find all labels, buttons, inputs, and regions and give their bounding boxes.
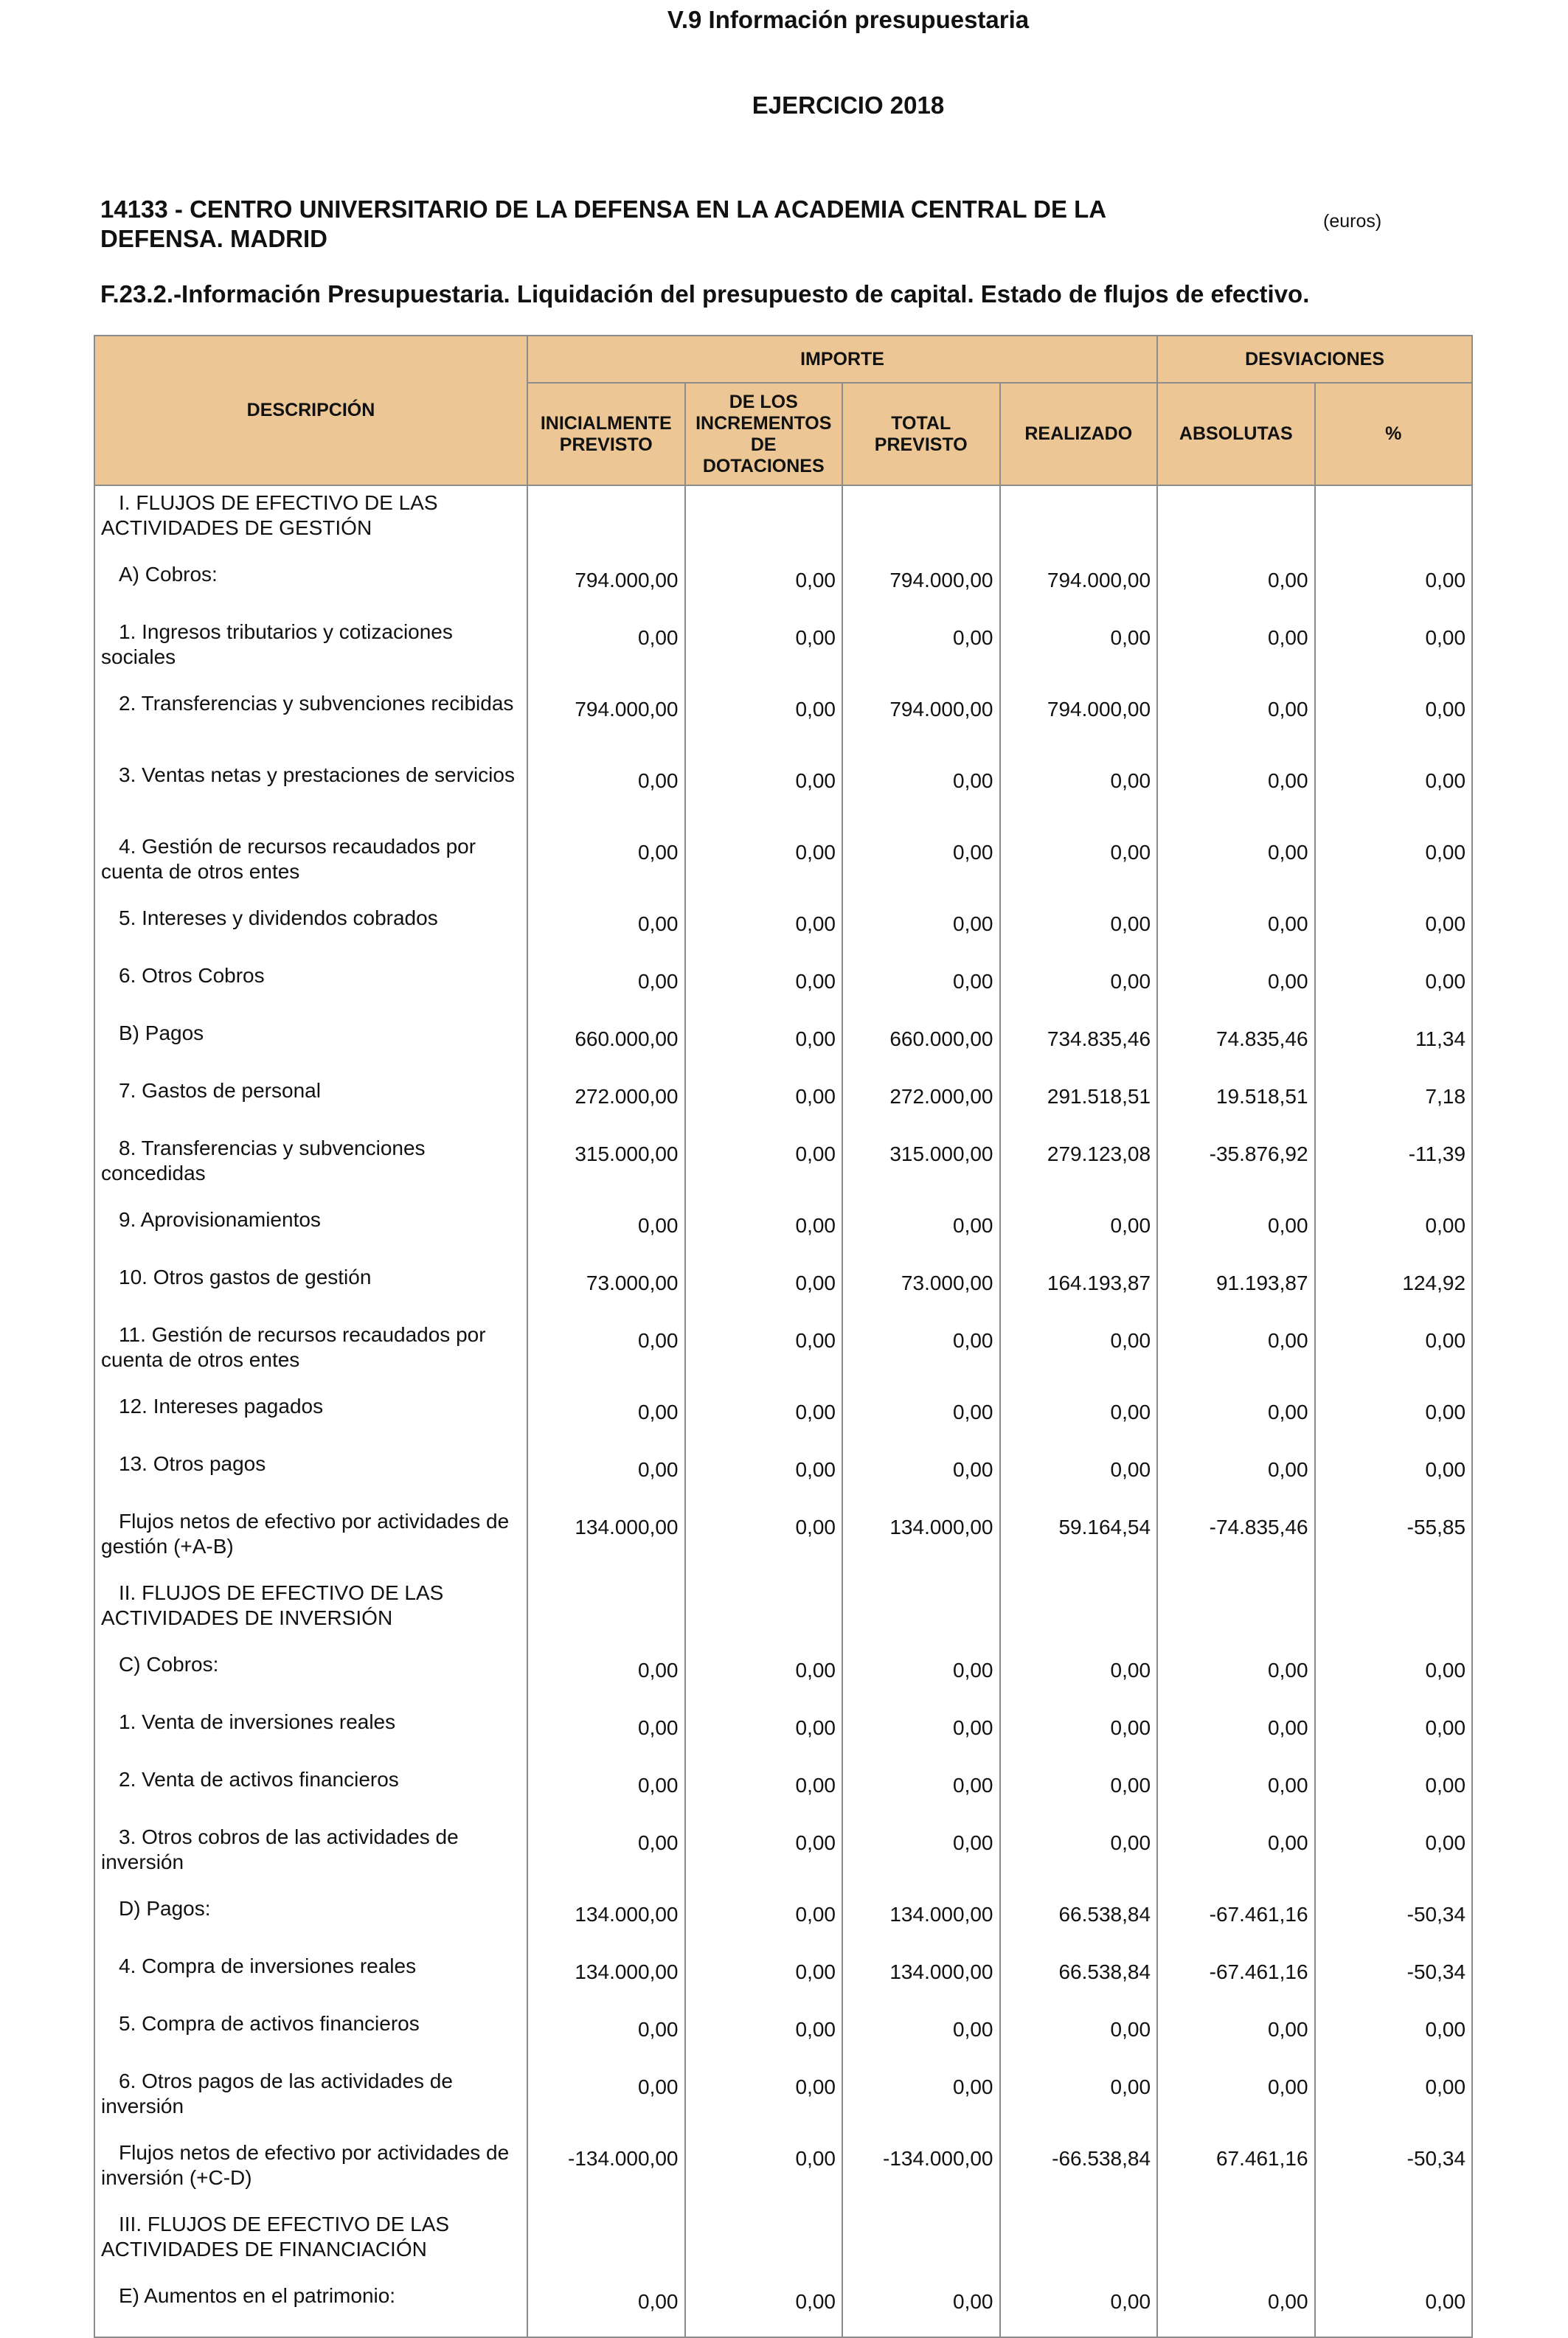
row-value bbox=[842, 2207, 1000, 2279]
row-value: 0,00 bbox=[527, 830, 685, 901]
row-value: 0,00 bbox=[1157, 901, 1315, 959]
row-value: 59.164,54 bbox=[1000, 1505, 1158, 1576]
row-value: 0,00 bbox=[1000, 2279, 1158, 2337]
row-value: 0,00 bbox=[685, 758, 843, 830]
row-label: 3. Otros cobros de las actividades de inversión bbox=[94, 1820, 527, 1892]
table-row bbox=[94, 2279, 1472, 2337]
row-value: 0,00 bbox=[1315, 1648, 1473, 1705]
row-value: 0,00 bbox=[685, 1016, 843, 1074]
row-label: 9. Aprovisionamientos bbox=[94, 1203, 527, 1260]
row-value: 0,00 bbox=[685, 615, 843, 687]
table-row bbox=[94, 1576, 1472, 1648]
row-value: 0,00 bbox=[1315, 2279, 1473, 2337]
fiscal-year: EJERCICIO 2018 bbox=[752, 91, 945, 119]
row-value: -67.461,16 bbox=[1157, 1949, 1315, 2007]
row-label: 5. Intereses y dividendos cobrados bbox=[94, 901, 527, 959]
row-value: 0,00 bbox=[527, 1820, 685, 1892]
row-value: 0,00 bbox=[1315, 687, 1473, 758]
row-value: 91.193,87 bbox=[1157, 1260, 1315, 1318]
row-value: 0,00 bbox=[685, 2136, 843, 2207]
row-value bbox=[527, 2207, 685, 2279]
header-inicialmente-previsto: INICIALMENTE PREVISTO bbox=[527, 383, 685, 485]
row-value: 74.835,46 bbox=[1157, 1016, 1315, 1074]
row-value: 0,00 bbox=[1315, 959, 1473, 1016]
row-value: 0,00 bbox=[842, 901, 1000, 959]
row-label: 8. Transferencias y subvenciones concedidas bbox=[94, 1131, 527, 1203]
row-value bbox=[842, 1576, 1000, 1648]
row-value: 7,18 bbox=[1315, 1074, 1473, 1131]
header-importe: IMPORTE bbox=[527, 336, 1157, 383]
row-value bbox=[1157, 485, 1315, 558]
row-label: 4. Gestión de recursos recaudados por cuenta de otros entes bbox=[94, 830, 527, 901]
row-value: 19.518,51 bbox=[1157, 1074, 1315, 1131]
row-value: 0,00 bbox=[1157, 959, 1315, 1016]
row-label: 7. Gastos de personal bbox=[94, 1074, 527, 1131]
row-value: 0,00 bbox=[1000, 1763, 1158, 1820]
row-value: 0,00 bbox=[1000, 1648, 1158, 1705]
row-value: 0,00 bbox=[1315, 615, 1473, 687]
table-row bbox=[94, 2064, 1472, 2136]
row-value bbox=[1000, 2207, 1158, 2279]
row-value: 0,00 bbox=[1157, 2007, 1315, 2064]
row-value: 0,00 bbox=[685, 901, 843, 959]
row-label: 2. Venta de activos financieros bbox=[94, 1763, 527, 1820]
row-value: 0,00 bbox=[842, 1763, 1000, 1820]
header-realizado: REALIZADO bbox=[1000, 383, 1158, 485]
row-value: 0,00 bbox=[842, 2279, 1000, 2337]
row-value: 134.000,00 bbox=[842, 1892, 1000, 1949]
row-value: 0,00 bbox=[685, 1892, 843, 1949]
row-label: Flujos netos de efectivo por actividades de gestión (+A-B) bbox=[94, 1505, 527, 1576]
table-row bbox=[94, 2207, 1472, 2279]
row-value: 124,92 bbox=[1315, 1260, 1473, 1318]
header-absolutas: ABSOLUTAS bbox=[1157, 383, 1315, 485]
row-value: -67.461,16 bbox=[1157, 1892, 1315, 1949]
header-porcentaje: % bbox=[1315, 383, 1473, 485]
header-desviaciones: DESVIACIONES bbox=[1157, 336, 1472, 383]
table-row bbox=[94, 830, 1472, 901]
row-value: 0,00 bbox=[1315, 2007, 1473, 2064]
row-value: 0,00 bbox=[685, 558, 843, 615]
row-value: 794.000,00 bbox=[842, 558, 1000, 615]
row-value: 0,00 bbox=[1000, 901, 1158, 959]
row-value: 0,00 bbox=[685, 1260, 843, 1318]
row-value: 0,00 bbox=[527, 758, 685, 830]
row-value: 660.000,00 bbox=[527, 1016, 685, 1074]
row-label: E) Aumentos en el patrimonio: bbox=[94, 2279, 527, 2337]
row-label: 10. Otros gastos de gestión bbox=[94, 1260, 527, 1318]
row-value: 0,00 bbox=[1157, 2279, 1315, 2337]
row-value: 0,00 bbox=[1157, 687, 1315, 758]
row-value: 0,00 bbox=[527, 1390, 685, 1447]
row-label: III. FLUJOS DE EFECTIVO DE LAS ACTIVIDADES DE FINANCIACIÓN bbox=[94, 2207, 527, 2279]
row-value: 0,00 bbox=[842, 758, 1000, 830]
row-value: 0,00 bbox=[1000, 615, 1158, 687]
row-value: 0,00 bbox=[842, 1203, 1000, 1260]
table-row bbox=[94, 1260, 1472, 1318]
row-value: 272.000,00 bbox=[842, 1074, 1000, 1131]
row-value: 0,00 bbox=[685, 1390, 843, 1447]
row-value bbox=[1157, 2207, 1315, 2279]
row-value: 0,00 bbox=[685, 1318, 843, 1390]
table-row bbox=[94, 1203, 1472, 1260]
row-label: A) Cobros: bbox=[94, 558, 527, 615]
row-label: 1. Ingresos tributarios y cotizaciones sociales bbox=[94, 615, 527, 687]
row-value bbox=[1315, 2207, 1473, 2279]
row-value: -11,39 bbox=[1315, 1131, 1473, 1203]
row-value: 0,00 bbox=[685, 1648, 843, 1705]
row-value: 0,00 bbox=[1315, 1447, 1473, 1505]
table-row bbox=[94, 1505, 1472, 1576]
row-value: -50,34 bbox=[1315, 1949, 1473, 2007]
row-value: 134.000,00 bbox=[527, 1949, 685, 2007]
row-value: 73.000,00 bbox=[842, 1260, 1000, 1318]
table-row bbox=[94, 1318, 1472, 1390]
row-value: 315.000,00 bbox=[842, 1131, 1000, 1203]
table-row bbox=[94, 1447, 1472, 1505]
row-label: 13. Otros pagos bbox=[94, 1447, 527, 1505]
table-row bbox=[94, 959, 1472, 1016]
row-value: 0,00 bbox=[685, 1763, 843, 1820]
row-value: 0,00 bbox=[1315, 558, 1473, 615]
row-value bbox=[1315, 1576, 1473, 1648]
row-value: 0,00 bbox=[842, 830, 1000, 901]
table-row bbox=[94, 687, 1472, 758]
row-value: 0,00 bbox=[1157, 830, 1315, 901]
currency-units: (euros) bbox=[1323, 211, 1382, 232]
table-row bbox=[94, 1949, 1472, 2007]
row-value: 0,00 bbox=[842, 1447, 1000, 1505]
table-row bbox=[94, 1648, 1472, 1705]
table-row bbox=[94, 615, 1472, 687]
row-value bbox=[527, 1576, 685, 1648]
row-value: 0,00 bbox=[1157, 1705, 1315, 1763]
row-value: 0,00 bbox=[1315, 2064, 1473, 2136]
row-value: 0,00 bbox=[1157, 558, 1315, 615]
row-value: 0,00 bbox=[685, 2007, 843, 2064]
row-value: -35.876,92 bbox=[1157, 1131, 1315, 1203]
row-value: -55,85 bbox=[1315, 1505, 1473, 1576]
row-value bbox=[1315, 485, 1473, 558]
row-label: 1. Venta de inversiones reales bbox=[94, 1705, 527, 1763]
row-value: 0,00 bbox=[685, 830, 843, 901]
row-value: 0,00 bbox=[842, 2007, 1000, 2064]
row-value: 0,00 bbox=[527, 615, 685, 687]
row-label: II. FLUJOS DE EFECTIVO DE LAS ACTIVIDADES DE INVERSIÓN bbox=[94, 1576, 527, 1648]
table-row bbox=[94, 1016, 1472, 1074]
row-value: 0,00 bbox=[527, 1318, 685, 1390]
row-value: 315.000,00 bbox=[527, 1131, 685, 1203]
row-value: 0,00 bbox=[685, 1074, 843, 1131]
cash-flow-table bbox=[94, 335, 1473, 2338]
row-value: 11,34 bbox=[1315, 1016, 1473, 1074]
row-label: I. FLUJOS DE EFECTIVO DE LAS ACTIVIDADES DE GESTIÓN bbox=[94, 485, 527, 558]
row-value: 0,00 bbox=[842, 1705, 1000, 1763]
row-value bbox=[527, 485, 685, 558]
row-value: 0,00 bbox=[842, 1318, 1000, 1390]
row-value: 0,00 bbox=[685, 1820, 843, 1892]
row-value: 0,00 bbox=[527, 1203, 685, 1260]
row-value: 0,00 bbox=[1000, 959, 1158, 1016]
row-value: 0,00 bbox=[842, 1648, 1000, 1705]
header-descripcion: DESCRIPCIÓN bbox=[94, 336, 527, 485]
row-value: 0,00 bbox=[1000, 1820, 1158, 1892]
row-value: 794.000,00 bbox=[527, 558, 685, 615]
table-body bbox=[94, 485, 1472, 2337]
row-value: 0,00 bbox=[527, 959, 685, 1016]
row-value: 134.000,00 bbox=[527, 1505, 685, 1576]
form-title: F.23.2.-Información Presupuestaria. Liquidación del presupuesto de capital. Estado de flujos de efectivo. bbox=[100, 280, 1310, 308]
row-value: -66.538,84 bbox=[1000, 2136, 1158, 2207]
row-value: 0,00 bbox=[842, 959, 1000, 1016]
row-value: 0,00 bbox=[842, 615, 1000, 687]
row-value: 0,00 bbox=[1315, 1318, 1473, 1390]
row-value: 0,00 bbox=[1000, 1390, 1158, 1447]
row-value: 0,00 bbox=[685, 959, 843, 1016]
row-value: 0,00 bbox=[1315, 1390, 1473, 1447]
row-value: 0,00 bbox=[1000, 1705, 1158, 1763]
row-value: -50,34 bbox=[1315, 1892, 1473, 1949]
row-value: 660.000,00 bbox=[842, 1016, 1000, 1074]
row-value: 0,00 bbox=[1157, 615, 1315, 687]
row-value: 0,00 bbox=[685, 1447, 843, 1505]
row-value: 0,00 bbox=[1157, 2064, 1315, 2136]
row-label: 6. Otros Cobros bbox=[94, 959, 527, 1016]
table-row bbox=[94, 485, 1472, 558]
table-row bbox=[94, 1705, 1472, 1763]
row-value bbox=[1157, 1576, 1315, 1648]
row-value: 0,00 bbox=[842, 1390, 1000, 1447]
row-label: 5. Compra de activos financieros bbox=[94, 2007, 527, 2064]
row-value: 0,00 bbox=[1157, 1763, 1315, 1820]
row-value bbox=[685, 485, 843, 558]
row-value: 0,00 bbox=[527, 1763, 685, 1820]
row-value bbox=[1000, 485, 1158, 558]
row-value: 0,00 bbox=[1000, 758, 1158, 830]
row-label: C) Cobros: bbox=[94, 1648, 527, 1705]
row-value: 164.193,87 bbox=[1000, 1260, 1158, 1318]
row-value: 0,00 bbox=[527, 2279, 685, 2337]
row-value: -74.835,46 bbox=[1157, 1505, 1315, 1576]
row-value: 0,00 bbox=[685, 1505, 843, 1576]
row-value: 272.000,00 bbox=[527, 1074, 685, 1131]
row-value: 0,00 bbox=[1157, 1447, 1315, 1505]
row-value: 0,00 bbox=[527, 2007, 685, 2064]
row-value: 0,00 bbox=[1000, 830, 1158, 901]
row-value: 0,00 bbox=[527, 1648, 685, 1705]
row-value: 0,00 bbox=[1000, 1203, 1158, 1260]
row-value: 66.538,84 bbox=[1000, 1949, 1158, 2007]
row-value: 0,00 bbox=[1157, 1203, 1315, 1260]
row-value: 0,00 bbox=[1315, 758, 1473, 830]
table-row bbox=[94, 1820, 1472, 1892]
row-label: 4. Compra de inversiones reales bbox=[94, 1949, 527, 2007]
row-value: 0,00 bbox=[685, 1203, 843, 1260]
row-value: 0,00 bbox=[842, 1820, 1000, 1892]
row-value: 0,00 bbox=[1157, 1318, 1315, 1390]
row-label: B) Pagos bbox=[94, 1016, 527, 1074]
table-row bbox=[94, 901, 1472, 959]
row-value: 0,00 bbox=[1315, 830, 1473, 901]
row-value bbox=[842, 485, 1000, 558]
row-value: 0,00 bbox=[1315, 1820, 1473, 1892]
row-label: 3. Ventas netas y prestaciones de servicios bbox=[94, 758, 527, 830]
row-value: 794.000,00 bbox=[842, 687, 1000, 758]
row-value bbox=[685, 2207, 843, 2279]
row-value: 0,00 bbox=[527, 901, 685, 959]
row-label: 11. Gestión de recursos recaudados por cuenta de otros entes bbox=[94, 1318, 527, 1390]
row-value: 0,00 bbox=[685, 1949, 843, 2007]
row-value: 0,00 bbox=[1315, 1705, 1473, 1763]
table-row bbox=[94, 1892, 1472, 1949]
row-value: 66.538,84 bbox=[1000, 1892, 1158, 1949]
table-row bbox=[94, 1131, 1472, 1203]
row-value: 0,00 bbox=[1157, 1648, 1315, 1705]
row-value: 0,00 bbox=[1000, 2007, 1158, 2064]
row-value: 0,00 bbox=[1000, 1447, 1158, 1505]
row-value: -134.000,00 bbox=[842, 2136, 1000, 2207]
row-value: -134.000,00 bbox=[527, 2136, 685, 2207]
row-value: 0,00 bbox=[685, 1131, 843, 1203]
row-label: D) Pagos: bbox=[94, 1892, 527, 1949]
table-row bbox=[94, 1074, 1472, 1131]
row-value: 134.000,00 bbox=[527, 1892, 685, 1949]
entity-name: 14133 - CENTRO UNIVERSITARIO DE LA DEFENSA EN LA ACADEMIA CENTRAL DE LA DEFENSA. MADRID bbox=[100, 195, 1106, 252]
row-value: 279.123,08 bbox=[1000, 1131, 1158, 1203]
row-value: 0,00 bbox=[1000, 2064, 1158, 2136]
header-incrementos-dotaciones: DE LOS INCREMENTOS DE DOTACIONES bbox=[685, 383, 843, 485]
row-value: -50,34 bbox=[1315, 2136, 1473, 2207]
table-row bbox=[94, 1763, 1472, 1820]
page-title: V.9 Información presupuestaria bbox=[667, 6, 1030, 33]
row-value: 0,00 bbox=[527, 1447, 685, 1505]
table-row bbox=[94, 558, 1472, 615]
row-label: 12. Intereses pagados bbox=[94, 1390, 527, 1447]
row-value: 134.000,00 bbox=[842, 1949, 1000, 2007]
row-value: 0,00 bbox=[1000, 1318, 1158, 1390]
row-value: 0,00 bbox=[527, 1705, 685, 1763]
row-value bbox=[685, 1576, 843, 1648]
row-value: 0,00 bbox=[685, 1705, 843, 1763]
row-value: 734.835,46 bbox=[1000, 1016, 1158, 1074]
table-row bbox=[94, 758, 1472, 830]
row-label: Flujos netos de efectivo por actividades de inversión (+C-D) bbox=[94, 2136, 527, 2207]
row-value: 0,00 bbox=[685, 687, 843, 758]
row-value: 0,00 bbox=[1157, 1820, 1315, 1892]
row-value: 0,00 bbox=[527, 2064, 685, 2136]
row-value: 794.000,00 bbox=[1000, 687, 1158, 758]
row-value: 794.000,00 bbox=[1000, 558, 1158, 615]
row-value: 73.000,00 bbox=[527, 1260, 685, 1318]
row-value: 0,00 bbox=[1157, 758, 1315, 830]
row-value bbox=[1000, 1576, 1158, 1648]
table-row bbox=[94, 2007, 1472, 2064]
table-row bbox=[94, 1390, 1472, 1447]
row-value: 0,00 bbox=[1157, 1390, 1315, 1447]
row-value: 291.518,51 bbox=[1000, 1074, 1158, 1131]
row-value: 0,00 bbox=[685, 2064, 843, 2136]
row-value: 0,00 bbox=[685, 2279, 843, 2337]
row-value: 67.461,16 bbox=[1157, 2136, 1315, 2207]
row-value: 0,00 bbox=[842, 2064, 1000, 2136]
row-value: 0,00 bbox=[1315, 1203, 1473, 1260]
row-value: 0,00 bbox=[1315, 901, 1473, 959]
row-value: 0,00 bbox=[1315, 1763, 1473, 1820]
row-value: 134.000,00 bbox=[842, 1505, 1000, 1576]
row-value: 794.000,00 bbox=[527, 687, 685, 758]
row-label: 6. Otros pagos de las actividades de inversión bbox=[94, 2064, 527, 2136]
table-row bbox=[94, 2136, 1472, 2207]
header-total-previsto: TOTAL PREVISTO bbox=[842, 383, 1000, 485]
row-label: 2. Transferencias y subvenciones recibidas bbox=[94, 687, 527, 758]
